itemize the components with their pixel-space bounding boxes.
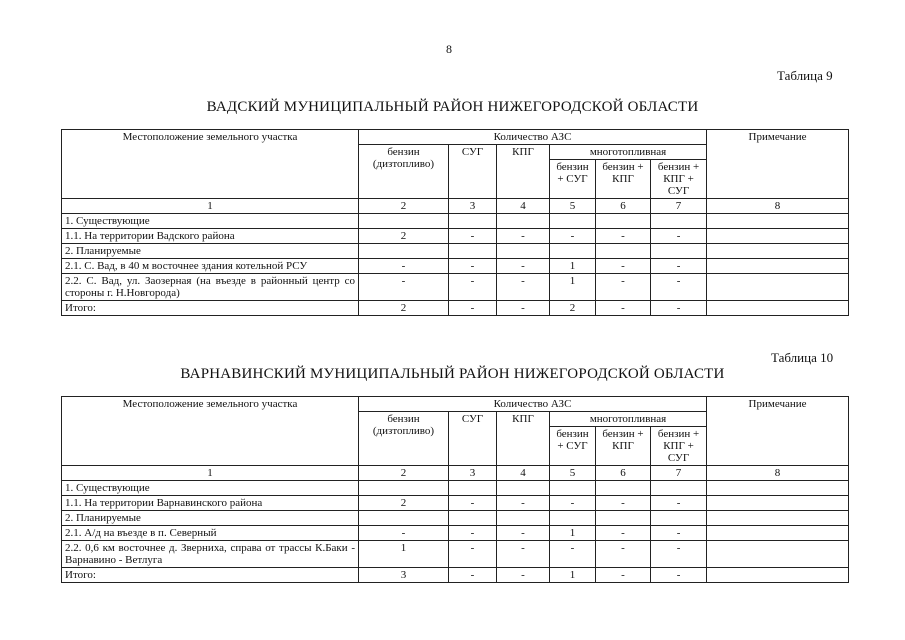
cell: - xyxy=(596,568,651,583)
cell xyxy=(359,481,449,496)
cell xyxy=(497,214,550,229)
colnum: 8 xyxy=(707,466,849,481)
header-multi-petrol-cng-lpg: бензин + КПГ + СУГ xyxy=(651,427,707,466)
row-label: 2.1. А/д на въезде в п. Северный xyxy=(62,526,359,541)
cell: - xyxy=(449,568,497,583)
column-numbers-row xyxy=(62,199,849,214)
cell xyxy=(707,274,849,301)
cell xyxy=(651,481,707,496)
cell: - xyxy=(497,229,550,244)
header-cng: КПГ xyxy=(497,145,550,199)
cell xyxy=(596,511,651,526)
cell xyxy=(449,244,497,259)
cell xyxy=(651,511,707,526)
cell xyxy=(707,496,849,511)
table-row xyxy=(62,541,849,568)
header-multi: многотопливная xyxy=(550,412,707,427)
header-multi-petrol-cng: бензин + КПГ xyxy=(596,160,651,199)
cell xyxy=(550,214,596,229)
table-row xyxy=(62,244,849,259)
header-note: Примечание xyxy=(707,130,849,199)
table9-title: ВАДСКИЙ МУНИЦИПАЛЬНЫЙ РАЙОН НИЖЕГОРОДСКОЙ ОБЛАСТИ xyxy=(206,99,699,115)
cell: - xyxy=(497,541,550,568)
table-row xyxy=(62,511,849,526)
cell: - xyxy=(651,259,707,274)
table-row xyxy=(62,526,849,541)
header-multi-petrol-lpg: бензин + СУГ xyxy=(550,427,596,466)
cell: - xyxy=(449,541,497,568)
table10-title: ВАРНАВИНСКИЙ МУНИЦИПАЛЬНЫЙ РАЙОН НИЖЕГОРОДСКОЙ ОБЛАСТИ xyxy=(180,366,725,382)
cell: - xyxy=(651,301,707,316)
table9-number-label: Таблица 9 xyxy=(777,68,833,83)
cell: - xyxy=(596,496,651,511)
header-petrol: бензин (дизтопливо) xyxy=(359,412,449,466)
header-cng: КПГ xyxy=(497,412,550,466)
table-row xyxy=(62,274,849,301)
page-number: 8 xyxy=(446,42,452,56)
cell xyxy=(596,481,651,496)
cell: - xyxy=(449,229,497,244)
header-multi-petrol-lpg: бензин + СУГ xyxy=(550,160,596,199)
colnum: 6 xyxy=(596,466,651,481)
cell xyxy=(707,541,849,568)
colnum: 6 xyxy=(596,199,651,214)
cell: - xyxy=(359,526,449,541)
cell: - xyxy=(497,301,550,316)
cell: 2 xyxy=(359,496,449,511)
cell: - xyxy=(596,274,651,301)
colnum: 8 xyxy=(707,199,849,214)
cell xyxy=(550,511,596,526)
cell: - xyxy=(449,526,497,541)
cell: 1 xyxy=(359,541,449,568)
row-label: 1. Существующие xyxy=(62,214,359,229)
cell xyxy=(359,511,449,526)
cell: - xyxy=(596,229,651,244)
colnum: 4 xyxy=(497,199,550,214)
colnum: 3 xyxy=(449,199,497,214)
header-multi-petrol-cng-lpg: бензин + КПГ + СУГ xyxy=(651,160,707,199)
cell xyxy=(359,244,449,259)
cell xyxy=(596,214,651,229)
table-row xyxy=(62,568,849,583)
table-row xyxy=(62,259,849,274)
row-label: Итого: xyxy=(62,301,359,316)
cell: 1 xyxy=(550,568,596,583)
colnum: 2 xyxy=(359,466,449,481)
cell xyxy=(651,244,707,259)
cell xyxy=(707,259,849,274)
cell: 2 xyxy=(359,229,449,244)
cell: - xyxy=(497,496,550,511)
header-multi: многотопливная xyxy=(550,145,707,160)
table-row xyxy=(62,214,849,229)
cell: - xyxy=(497,274,550,301)
cell xyxy=(497,244,550,259)
colnum: 1 xyxy=(62,466,359,481)
row-label: 2. Планируемые xyxy=(62,511,359,526)
cell xyxy=(707,301,849,316)
row-label: 2.1. С. Вад, в 40 м восточнее здания котельной РСУ xyxy=(62,259,359,274)
row-label: 2. Планируемые xyxy=(62,244,359,259)
cell: - xyxy=(550,496,596,511)
cell: - xyxy=(651,526,707,541)
cell: - xyxy=(449,259,497,274)
cell xyxy=(596,244,651,259)
cell: - xyxy=(596,259,651,274)
cell: - xyxy=(550,541,596,568)
colnum: 7 xyxy=(651,466,707,481)
cell xyxy=(707,526,849,541)
row-label: 1.1. На территории Варнавинского района xyxy=(62,496,359,511)
colnum: 4 xyxy=(497,466,550,481)
cell: - xyxy=(449,496,497,511)
cell xyxy=(707,481,849,496)
cell: - xyxy=(651,229,707,244)
header-multi-petrol-cng: бензин + КПГ xyxy=(596,427,651,466)
header-location: Местоположение земельного участка xyxy=(62,397,359,466)
cell xyxy=(707,229,849,244)
cell: 3 xyxy=(359,568,449,583)
colnum: 1 xyxy=(62,199,359,214)
table-row xyxy=(62,301,849,316)
cell: - xyxy=(651,541,707,568)
row-label: 1.1. На территории Вадского района xyxy=(62,229,359,244)
colnum: 2 xyxy=(359,199,449,214)
cell xyxy=(707,511,849,526)
cell xyxy=(449,511,497,526)
row-label: 2.2. 0,6 км восточнее д. Зверниха, справа от трассы К.Баки - Варнавино - Ветлуга xyxy=(62,541,359,568)
cell xyxy=(497,481,550,496)
colnum: 3 xyxy=(449,466,497,481)
cell: - xyxy=(449,301,497,316)
cell xyxy=(651,214,707,229)
cell xyxy=(497,511,550,526)
cell: - xyxy=(359,259,449,274)
cell: 2 xyxy=(359,301,449,316)
colnum: 7 xyxy=(651,199,707,214)
cell: - xyxy=(497,526,550,541)
cell: - xyxy=(497,568,550,583)
cell: - xyxy=(651,568,707,583)
row-label: 1. Существующие xyxy=(62,481,359,496)
colnum: 5 xyxy=(550,199,596,214)
table9 xyxy=(61,129,849,316)
cell: 1 xyxy=(550,274,596,301)
cell: - xyxy=(596,301,651,316)
table-row xyxy=(62,481,849,496)
header-lpg: СУГ xyxy=(449,145,497,199)
row-label: Итого: xyxy=(62,568,359,583)
table10-number-label: Таблица 10 xyxy=(771,350,834,365)
cell: 2 xyxy=(550,301,596,316)
header-count: Количество АЗС xyxy=(359,397,707,412)
cell xyxy=(707,568,849,583)
header-count: Количество АЗС xyxy=(359,130,707,145)
cell: - xyxy=(651,274,707,301)
cell: 1 xyxy=(550,259,596,274)
cell: - xyxy=(550,229,596,244)
cell: - xyxy=(359,274,449,301)
cell xyxy=(707,244,849,259)
cell xyxy=(550,481,596,496)
cell: - xyxy=(497,259,550,274)
cell xyxy=(449,481,497,496)
cell: - xyxy=(596,541,651,568)
header-petrol: бензин (дизтопливо) xyxy=(359,145,449,199)
cell xyxy=(359,214,449,229)
row-label: 2.2. С. Вад, ул. Заозерная (на въезде в районный центр со стороны г. Н.Новгорода) xyxy=(62,274,359,301)
column-numbers-row xyxy=(62,466,849,481)
cell: 1 xyxy=(550,526,596,541)
table-row xyxy=(62,496,849,511)
table-row xyxy=(62,229,849,244)
header-lpg: СУГ xyxy=(449,412,497,466)
header-note: Примечание xyxy=(707,397,849,466)
cell: - xyxy=(449,274,497,301)
cell: - xyxy=(596,526,651,541)
cell: - xyxy=(651,496,707,511)
colnum: 5 xyxy=(550,466,596,481)
cell xyxy=(707,214,849,229)
cell xyxy=(449,214,497,229)
cell xyxy=(550,244,596,259)
header-location: Местоположение земельного участка xyxy=(62,130,359,199)
table10 xyxy=(61,396,849,583)
